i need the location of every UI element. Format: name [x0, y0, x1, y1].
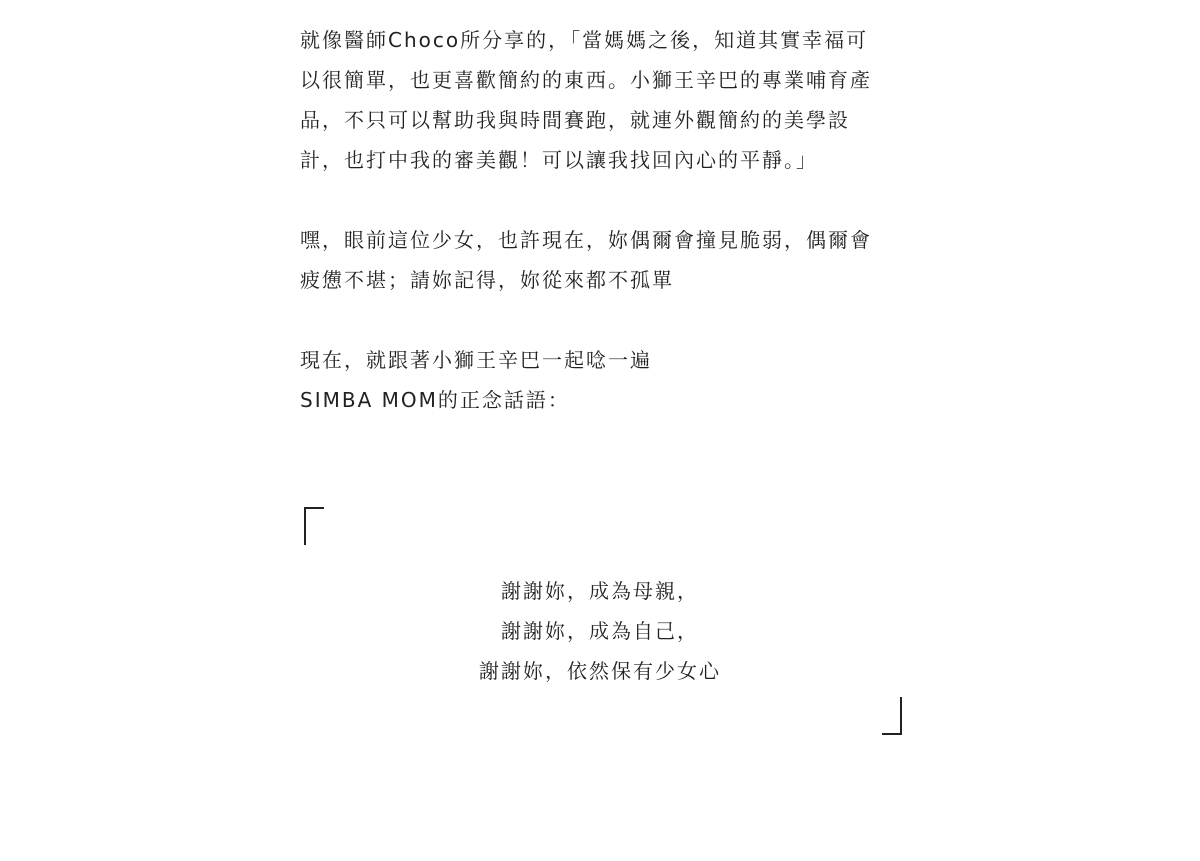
- text-line: SIMBA MOM的正念話語：: [300, 388, 570, 412]
- mantra-line: 謝謝妳，成為母親，: [501, 579, 699, 603]
- close-bracket-icon: [882, 697, 902, 735]
- mantra-line: 謝謝妳，成為自己，: [501, 619, 699, 643]
- text-line: 品，不只可以幫助我與時間賽跑，就連外觀簡約的美學設: [300, 108, 850, 132]
- text-line: 現在，就跟著小獅王辛巴一起唸一遍: [300, 348, 652, 372]
- open-bracket-icon: [304, 507, 324, 545]
- mantra-line: 謝謝妳，依然保有少女心: [479, 659, 721, 683]
- paragraph-doctor-quote: [300, 20, 904, 180]
- paragraph-intro-mantra: [300, 340, 904, 420]
- text-line: 計，也打中我的審美觀！可以讓我找回內心的平靜。」: [300, 148, 818, 172]
- article-body: [300, 20, 904, 420]
- paragraph-spacer: [300, 180, 904, 220]
- paragraph-encouragement: [300, 220, 904, 300]
- text-line: 嘿，眼前這位少女，也許現在，妳偶爾會撞見脆弱，偶爾會: [300, 228, 872, 252]
- mantra-lines: [300, 571, 900, 691]
- text-line: 疲憊不堪；請妳記得，妳從來都不孤單: [300, 268, 674, 292]
- text-line: 以很簡單，也更喜歡簡約的東西。小獅王辛巴的專業哺育產: [300, 68, 872, 92]
- mantra-quote-block: [300, 505, 904, 737]
- text-line: 就像醫師Choco所分享的，「當媽媽之後，知道其實幸福可: [300, 28, 869, 52]
- paragraph-spacer: [300, 300, 904, 340]
